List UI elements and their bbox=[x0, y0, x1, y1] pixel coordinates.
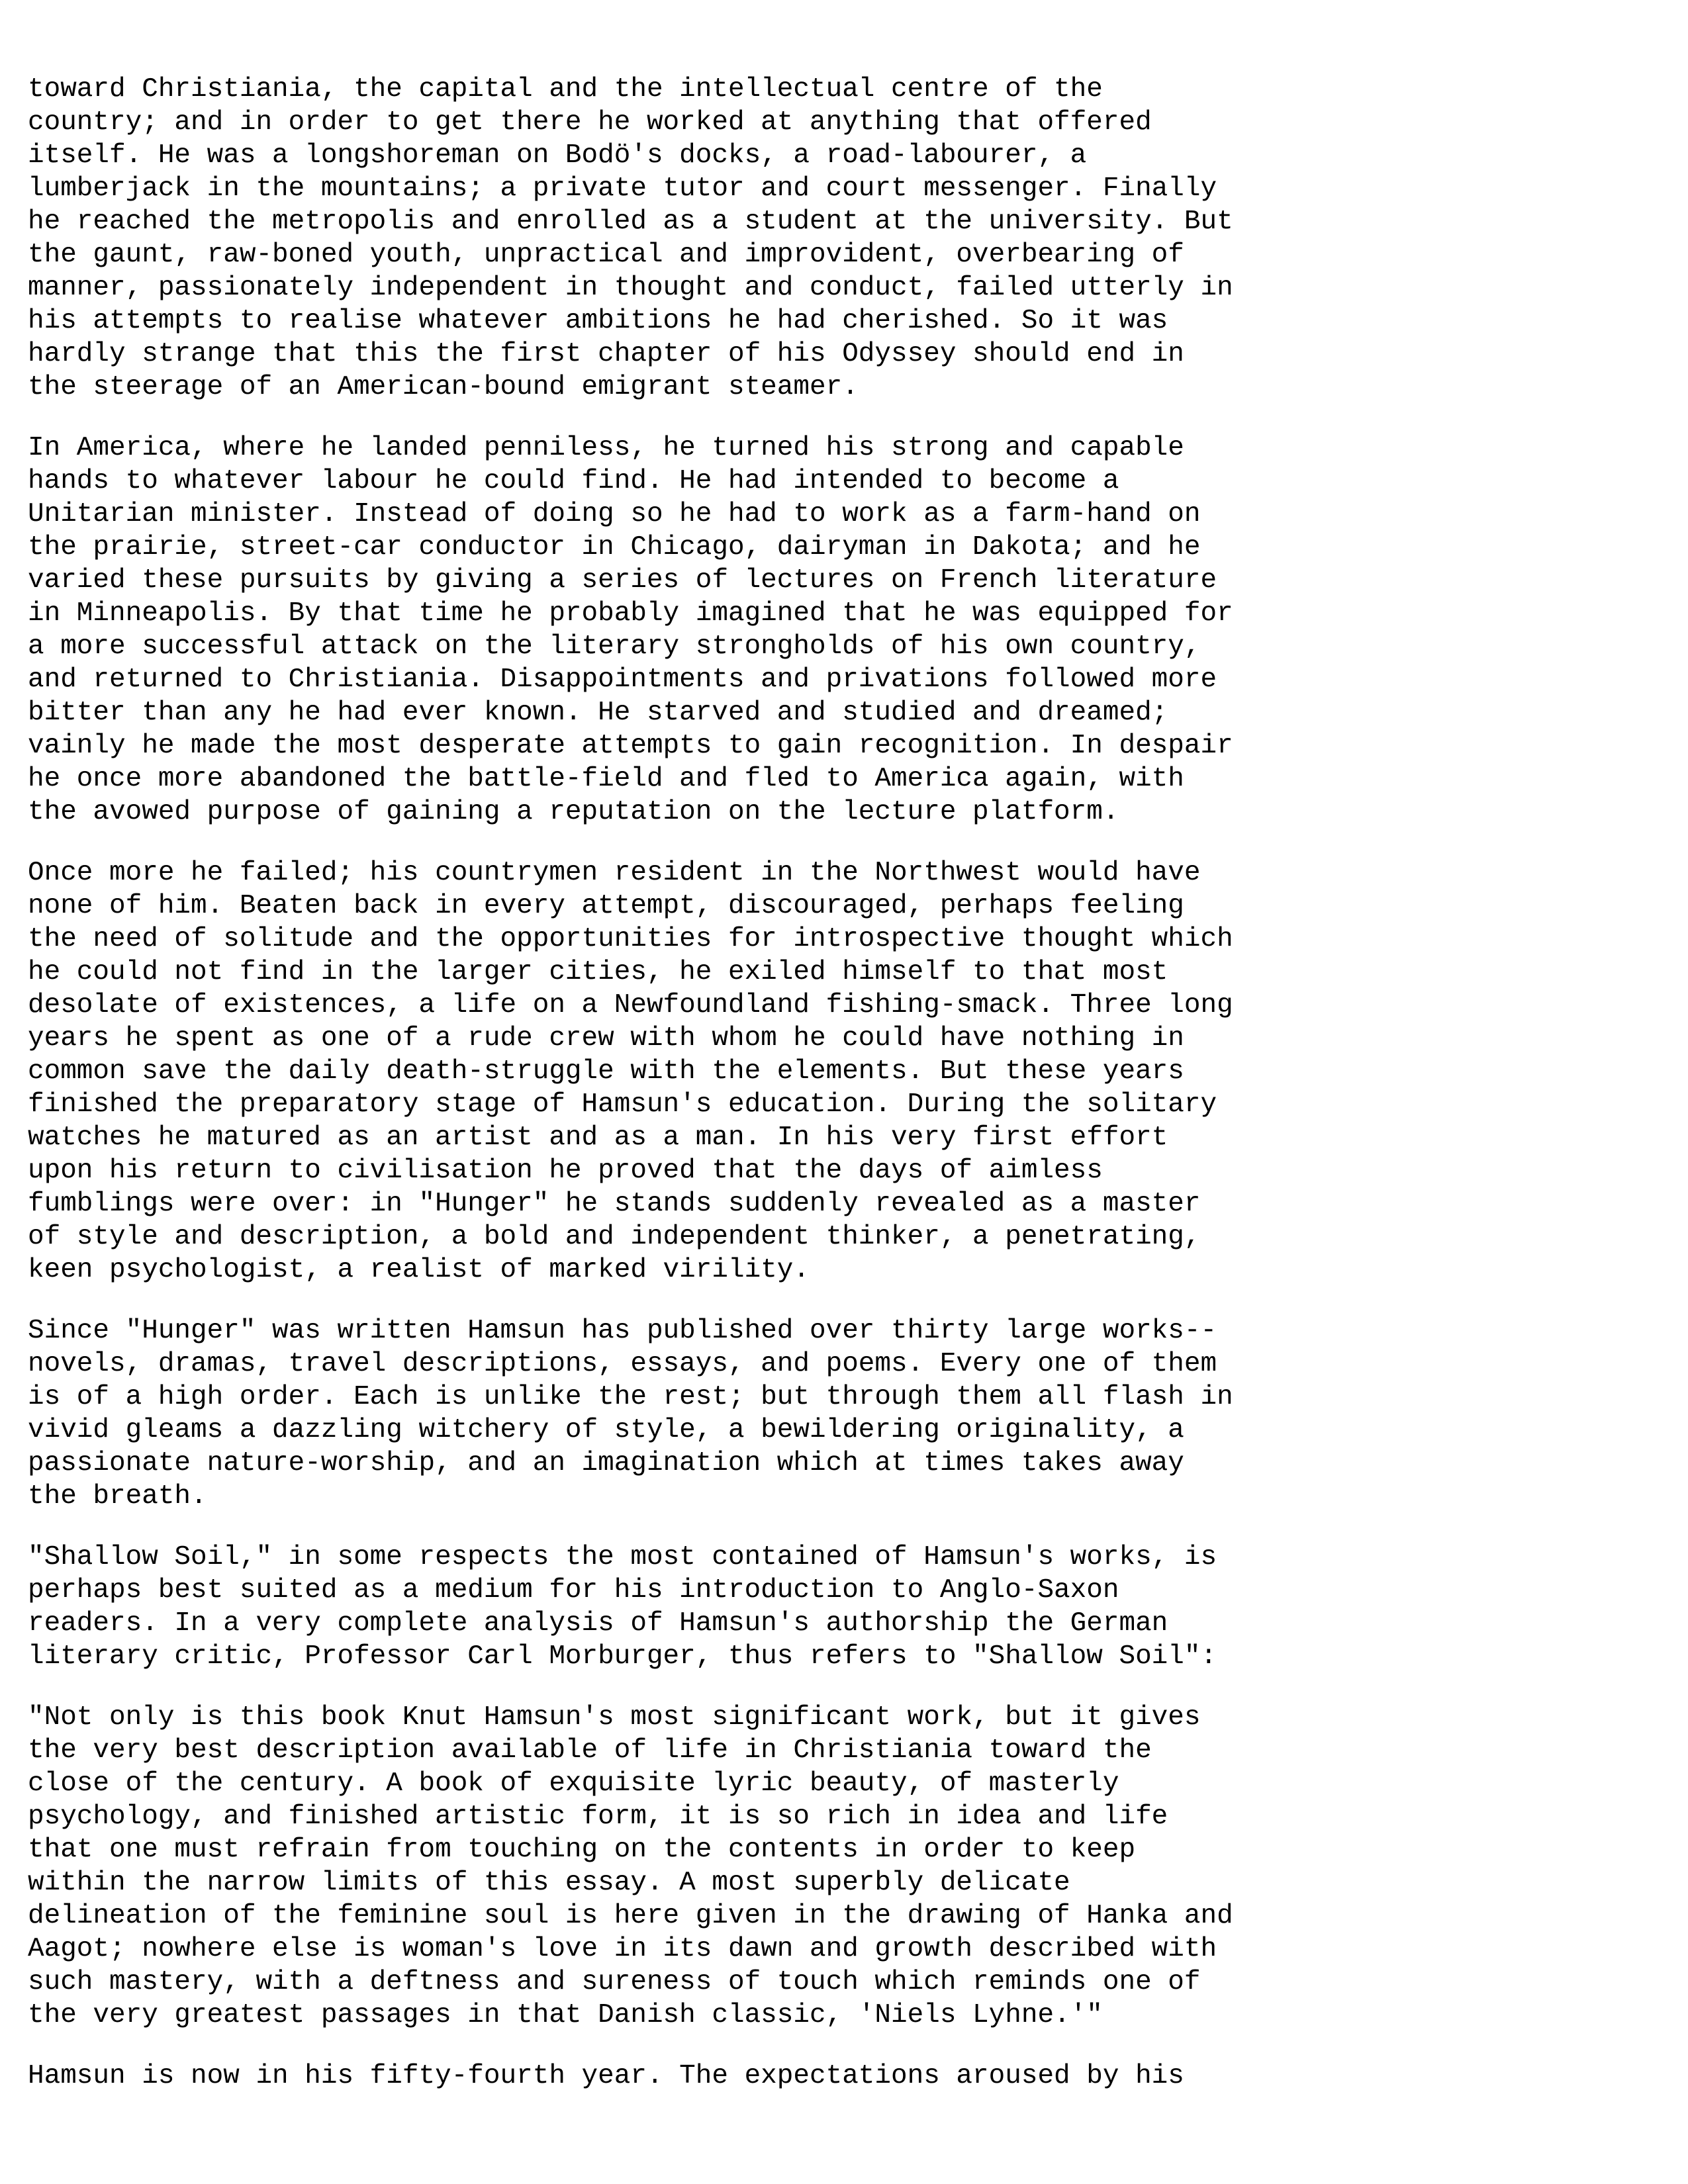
text-line: In America, where he landed penniless, he turned his strong and capable bbox=[28, 433, 1184, 463]
text-line: delineation of the feminine soul is here given in the drawing of Hanka and bbox=[28, 1901, 1233, 1931]
text-line: literary critic, Professor Carl Morburger, thus refers to "Shallow Soil": bbox=[28, 1641, 1217, 1672]
text-line: the very best description available of life in Christiania toward the bbox=[28, 1735, 1152, 1766]
paragraph bbox=[28, 1541, 1656, 1673]
text-line: readers. In a very complete analysis of Hamsun's authorship the German bbox=[28, 1608, 1168, 1639]
text-line: and returned to Christiania. Disappointments and privations followed more bbox=[28, 664, 1217, 695]
text-line: lumberjack in the mountains; a private tutor and court messenger. Finally bbox=[28, 173, 1217, 204]
text-line: novels, dramas, travel descriptions, essays, and poems. Every one of them bbox=[28, 1349, 1217, 1379]
text-line: passionate nature-worship, and an imagination which at times takes away bbox=[28, 1448, 1184, 1479]
text-line: vivid gleams a dazzling witchery of style, a bewildering originality, a bbox=[28, 1415, 1184, 1445]
text-line: he reached the metropolis and enrolled as a student at the university. But bbox=[28, 206, 1233, 237]
text-line: Unitarian minister. Instead of doing so he had to work as a farm-hand on bbox=[28, 499, 1201, 529]
text-line: his attempts to realise whatever ambitions he had cherished. So it was bbox=[28, 306, 1168, 336]
text-line: a more successful attack on the literary strongholds of his own country, bbox=[28, 631, 1201, 662]
text-line: he once more abandoned the battle-field and fled to America again, with bbox=[28, 764, 1184, 794]
paragraph bbox=[28, 432, 1656, 829]
text-line: Once more he failed; his countrymen resident in the Northwest would have bbox=[28, 858, 1201, 888]
paragraph bbox=[28, 1314, 1656, 1513]
text-line: watches he matured as an artist and as a man. In his very first effort bbox=[28, 1122, 1168, 1153]
text-line: psychology, and finished artistic form, it is so rich in idea and life bbox=[28, 1801, 1168, 1832]
text-line: the steerage of an American-bound emigrant steamer. bbox=[28, 372, 859, 402]
text-line: hardly strange that this the first chapter of his Odyssey should end in bbox=[28, 339, 1184, 369]
text-line: manner, passionately independent in thought and conduct, failed utterly in bbox=[28, 273, 1233, 303]
text-line: upon his return to civilisation he proved that the days of aimless bbox=[28, 1156, 1103, 1186]
text-line: is of a high order. Each is unlike the rest; but through them all flash in bbox=[28, 1382, 1233, 1412]
paragraph bbox=[28, 2060, 1656, 2093]
text-line: in Minneapolis. By that time he probably imagined that he was equipped for bbox=[28, 598, 1233, 629]
text-line: "Shallow Soil," in some respects the most contained of Hamsun's works, is bbox=[28, 1542, 1217, 1572]
paragraph bbox=[28, 856, 1656, 1287]
paragraph bbox=[28, 73, 1656, 404]
text-line: hands to whatever labour he could find. He had intended to become a bbox=[28, 466, 1119, 496]
text-line: Aagot; nowhere else is woman's love in its dawn and growth described with bbox=[28, 1934, 1217, 1964]
text-line: that one must refrain from touching on the contents in order to keep bbox=[28, 1835, 1136, 1865]
text-line: bitter than any he had ever known. He starved and studied and dreamed; bbox=[28, 698, 1168, 728]
text-line: fumblings were over: in "Hunger" he stands suddenly revealed as a master bbox=[28, 1189, 1201, 1219]
text-line: within the narrow limits of this essay. A most superbly delicate bbox=[28, 1868, 1070, 1898]
text-line: the avowed purpose of gaining a reputation on the lecture platform. bbox=[28, 797, 1119, 827]
text-line: the gaunt, raw-boned youth, unpractical and improvident, overbearing of bbox=[28, 240, 1184, 270]
text-line: Since "Hunger" was written Hamsun has published over thirty large works-- bbox=[28, 1316, 1217, 1346]
text-line: finished the preparatory stage of Hamsun's education. During the solitary bbox=[28, 1089, 1217, 1120]
text-line: such mastery, with a deftness and sureness of touch which reminds one of bbox=[28, 1967, 1201, 1997]
text-line: vainly he made the most desperate attempts to gain recognition. In despair bbox=[28, 731, 1233, 761]
document-page bbox=[28, 73, 1656, 2120]
text-line: years he spent as one of a rude crew with whom he could have nothing in bbox=[28, 1023, 1184, 1054]
text-line: the need of solitude and the opportunities for introspective thought which bbox=[28, 924, 1233, 954]
text-line: he could not find in the larger cities, he exiled himself to that most bbox=[28, 957, 1168, 987]
text-line: none of him. Beaten back in every attempt, discouraged, perhaps feeling bbox=[28, 891, 1184, 921]
text-line: desolate of existences, a life on a Newfoundland fishing-smack. Three long bbox=[28, 990, 1233, 1021]
text-line: common save the daily death-struggle with the elements. But these years bbox=[28, 1056, 1184, 1087]
text-line: the breath. bbox=[28, 1481, 207, 1512]
text-line: the prairie, street-car conductor in Chicago, dairyman in Dakota; and he bbox=[28, 532, 1201, 563]
text-line: perhaps best suited as a medium for his introduction to Anglo-Saxon bbox=[28, 1575, 1119, 1606]
text-line: country; and in order to get there he worked at anything that offered bbox=[28, 107, 1152, 138]
text-line: the very greatest passages in that Danish classic, 'Niels Lyhne.'" bbox=[28, 2000, 1103, 2030]
text-line: "Not only is this book Knut Hamsun's most significant work, but it gives bbox=[28, 1702, 1201, 1733]
text-line: itself. He was a longshoreman on Bodö's docks, a road-labourer, a bbox=[28, 140, 1087, 171]
text-line: close of the century. A book of exquisite lyric beauty, of masterly bbox=[28, 1768, 1119, 1799]
text-line: Hamsun is now in his fifty-fourth year. The expectations aroused by his bbox=[28, 2061, 1184, 2091]
block-quote bbox=[28, 1701, 1656, 2032]
text-line: varied these pursuits by giving a series of lectures on French literature bbox=[28, 565, 1217, 596]
text-line: of style and description, a bold and independent thinker, a penetrating, bbox=[28, 1222, 1201, 1252]
text-line: toward Christiania, the capital and the intellectual centre of the bbox=[28, 74, 1103, 105]
text-line: keen psychologist, a realist of marked virility. bbox=[28, 1255, 810, 1285]
